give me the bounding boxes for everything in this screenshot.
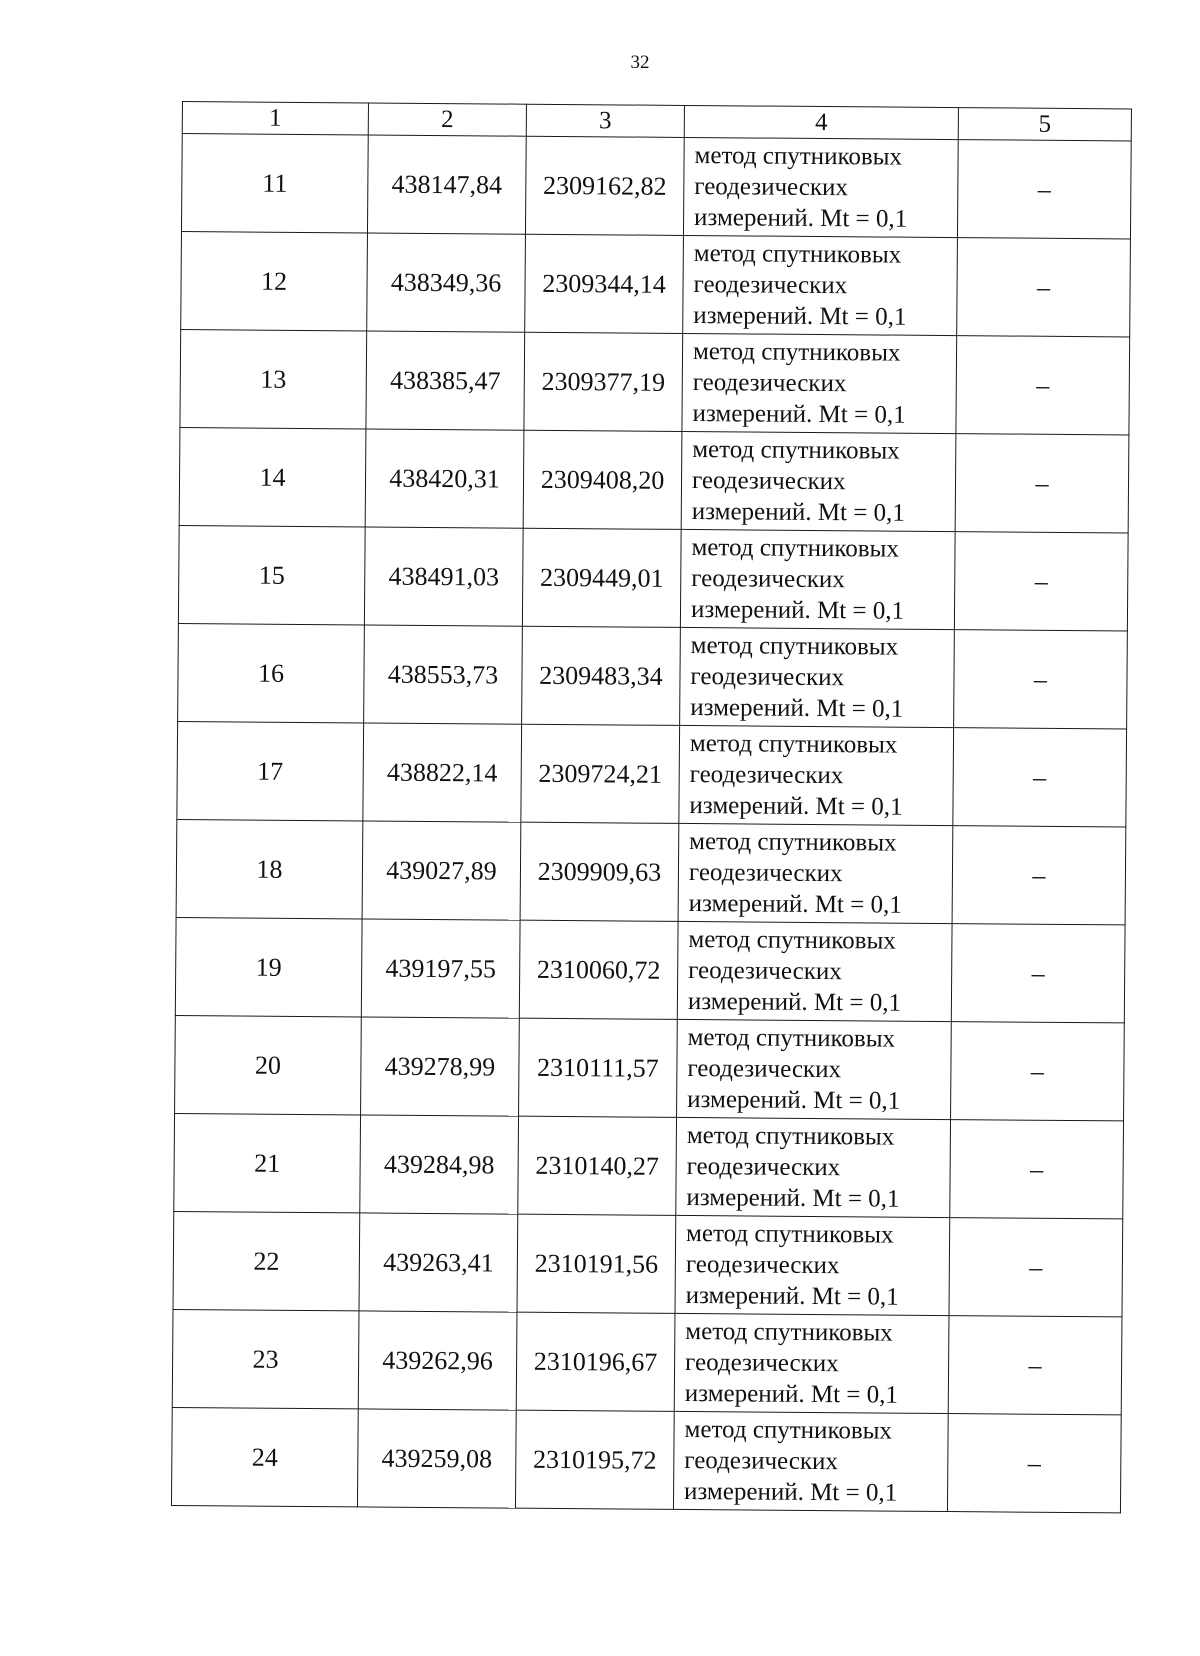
method-cell xyxy=(680,529,955,629)
method-text-line: измерений. Mt = 0,1 xyxy=(690,596,905,625)
method-cell xyxy=(682,333,957,433)
note-cell: – xyxy=(948,1316,1122,1415)
y-coordinate-cell: 2310195,72 xyxy=(515,1410,674,1509)
x-coordinate-cell: 438822,14 xyxy=(363,723,522,822)
x-coordinate-cell: 439259,08 xyxy=(357,1409,516,1508)
method-text-line: метод спутниковых xyxy=(694,142,903,171)
column-header-3: 3 xyxy=(526,104,684,137)
note-cell: – xyxy=(954,630,1128,729)
page-number: 32 xyxy=(630,52,650,73)
point-number-cell: 23 xyxy=(172,1309,359,1408)
method-text-line: геодезических xyxy=(692,369,847,398)
note-cell: – xyxy=(951,1022,1125,1121)
method-cell xyxy=(680,627,955,727)
column-header-1: 1 xyxy=(182,102,368,135)
method-text-line: измерений. Mt = 0,1 xyxy=(686,1183,900,1213)
method-text-line: геодезических xyxy=(684,1446,839,1476)
method-cell xyxy=(683,235,958,335)
point-number-cell: 20 xyxy=(175,1015,362,1114)
method-text-line: метод спутниковых xyxy=(687,1024,896,1053)
method-text-line: геодезических xyxy=(688,859,843,888)
method-text-line: метод спутниковых xyxy=(685,1317,893,1347)
y-coordinate-cell: 2310191,56 xyxy=(517,1214,676,1313)
y-coordinate-cell: 2309724,21 xyxy=(521,724,680,823)
method-text-line: метод спутниковых xyxy=(686,1121,895,1151)
x-coordinate-cell: 438385,47 xyxy=(366,331,525,430)
method-text-line: метод спутниковых xyxy=(686,1219,894,1249)
method-text-line: метод спутниковых xyxy=(688,926,896,955)
method-text-line: измерений. Mt = 0,1 xyxy=(691,498,905,527)
column-header-2: 2 xyxy=(368,103,526,136)
method-text-line: геодезических xyxy=(689,761,844,790)
method-text-line: метод спутниковых xyxy=(692,436,900,465)
point-number-cell: 24 xyxy=(171,1407,358,1506)
note-cell: – xyxy=(950,1120,1124,1219)
y-coordinate-cell: 2310111,57 xyxy=(519,1018,678,1117)
method-cell xyxy=(679,725,954,825)
method-text-line: измерений. Mt = 0,1 xyxy=(689,792,903,821)
method-text-line: геодезических xyxy=(693,271,848,300)
method-text-line: метод спутниковых xyxy=(691,534,900,563)
method-text-line: измерений. Mt = 0,1 xyxy=(687,1085,901,1115)
method-text-line: измерений. Mt = 0,1 xyxy=(685,1281,899,1311)
x-coordinate-cell: 439278,99 xyxy=(361,1017,520,1116)
table-row xyxy=(174,1113,1124,1218)
method-cell xyxy=(677,1019,952,1119)
note-cell: – xyxy=(956,336,1130,435)
point-number-cell: 14 xyxy=(179,427,366,526)
point-number-cell: 16 xyxy=(178,623,365,722)
x-coordinate-cell: 438420,31 xyxy=(365,429,524,528)
table-row xyxy=(178,525,1128,630)
method-text-line: геодезических xyxy=(690,663,845,692)
method-text-line: метод спутниковых xyxy=(689,730,898,759)
method-text-line: метод спутниковых xyxy=(684,1415,893,1445)
method-text-line: геодезических xyxy=(691,467,846,496)
method-text-line: геодезических xyxy=(685,1348,839,1378)
method-text-line: геодезических xyxy=(691,565,845,594)
table-row xyxy=(176,819,1126,924)
point-number-cell: 15 xyxy=(178,525,365,624)
x-coordinate-cell: 438349,36 xyxy=(367,233,526,332)
method-text-line: геодезических xyxy=(687,1054,842,1084)
method-text-line: измерений. Mt = 0,1 xyxy=(692,400,906,429)
x-coordinate-cell: 439027,89 xyxy=(362,821,521,920)
point-number-cell: 18 xyxy=(176,819,363,918)
method-text-line: метод спутниковых xyxy=(689,828,897,857)
method-cell xyxy=(681,431,956,531)
table-row xyxy=(180,329,1130,434)
method-text-line: измерений. Mt = 0,1 xyxy=(688,890,902,919)
point-number-cell: 19 xyxy=(175,917,362,1016)
note-cell: – xyxy=(949,1218,1123,1317)
table-row xyxy=(178,623,1128,728)
y-coordinate-cell: 2310196,67 xyxy=(516,1312,675,1411)
y-coordinate-cell: 2309483,34 xyxy=(522,626,681,725)
table-row xyxy=(181,231,1131,336)
note-cell: – xyxy=(953,728,1127,827)
y-coordinate-cell: 2309408,20 xyxy=(523,430,682,529)
y-coordinate-cell: 2309909,63 xyxy=(520,822,679,921)
y-coordinate-cell: 2310060,72 xyxy=(519,920,678,1019)
method-cell xyxy=(676,1117,951,1217)
point-number-cell: 21 xyxy=(174,1113,361,1212)
x-coordinate-cell: 438553,73 xyxy=(364,625,523,724)
y-coordinate-cell: 2309377,19 xyxy=(524,332,683,431)
method-text-line: измерений. Mt = 0,1 xyxy=(684,1379,899,1409)
x-coordinate-cell: 438491,03 xyxy=(364,527,523,626)
y-coordinate-cell: 2309449,01 xyxy=(522,528,681,627)
x-coordinate-cell: 439263,41 xyxy=(359,1213,518,1312)
x-coordinate-cell: 439262,96 xyxy=(358,1311,517,1410)
table-row xyxy=(181,134,1131,239)
x-coordinate-cell: 439197,55 xyxy=(361,919,520,1018)
method-cell xyxy=(677,921,952,1021)
note-cell: – xyxy=(952,826,1126,925)
note-cell: – xyxy=(957,238,1131,337)
table-row xyxy=(172,1309,1122,1414)
method-cell xyxy=(673,1411,948,1511)
y-coordinate-cell: 2310140,27 xyxy=(518,1116,677,1215)
method-text-line: метод спутниковых xyxy=(692,338,901,367)
table-row xyxy=(179,427,1129,532)
y-coordinate-cell: 2309344,14 xyxy=(525,234,684,333)
method-text-line: метод спутниковых xyxy=(693,240,902,269)
x-coordinate-cell: 439284,98 xyxy=(360,1115,519,1214)
method-cell xyxy=(675,1215,950,1315)
method-text-line: метод спутниковых xyxy=(690,632,899,661)
table-row xyxy=(173,1211,1123,1316)
method-cell xyxy=(674,1313,949,1413)
point-number-cell: 11 xyxy=(181,134,368,233)
table-row xyxy=(175,1015,1125,1120)
method-text-line: геодезических xyxy=(694,173,849,202)
coordinates-table xyxy=(171,101,1132,1513)
table-row xyxy=(175,917,1125,1022)
column-header-4: 4 xyxy=(684,105,958,139)
point-number-cell: 12 xyxy=(181,231,368,330)
method-cell xyxy=(683,137,958,237)
column-header-5: 5 xyxy=(958,108,1131,141)
point-number-cell: 22 xyxy=(173,1211,360,1310)
note-cell: – xyxy=(951,924,1125,1023)
method-text-line: измерений. Mt = 0,1 xyxy=(687,988,902,1017)
point-number-cell: 13 xyxy=(180,329,367,428)
note-cell: – xyxy=(955,434,1129,533)
method-text-line: геодезических xyxy=(686,1152,841,1182)
method-text-line: геодезических xyxy=(685,1250,840,1280)
method-text-line: измерений. Mt = 0,1 xyxy=(690,694,904,723)
method-text-line: измерений. Mt = 0,1 xyxy=(683,1477,898,1507)
x-coordinate-cell: 438147,84 xyxy=(367,135,526,234)
table-row xyxy=(171,1407,1121,1512)
method-text-line: измерений. Mt = 0,1 xyxy=(693,302,907,331)
table-row xyxy=(177,721,1127,826)
note-cell: – xyxy=(954,532,1128,631)
note-cell: – xyxy=(957,140,1131,239)
coordinates-table-container xyxy=(171,101,1131,1513)
method-text-line: геодезических xyxy=(688,957,842,986)
method-cell xyxy=(678,823,953,923)
y-coordinate-cell: 2309162,82 xyxy=(525,136,684,235)
note-cell: – xyxy=(947,1414,1121,1513)
point-number-cell: 17 xyxy=(177,721,364,820)
method-text-line: измерений. Mt = 0,1 xyxy=(693,204,908,233)
